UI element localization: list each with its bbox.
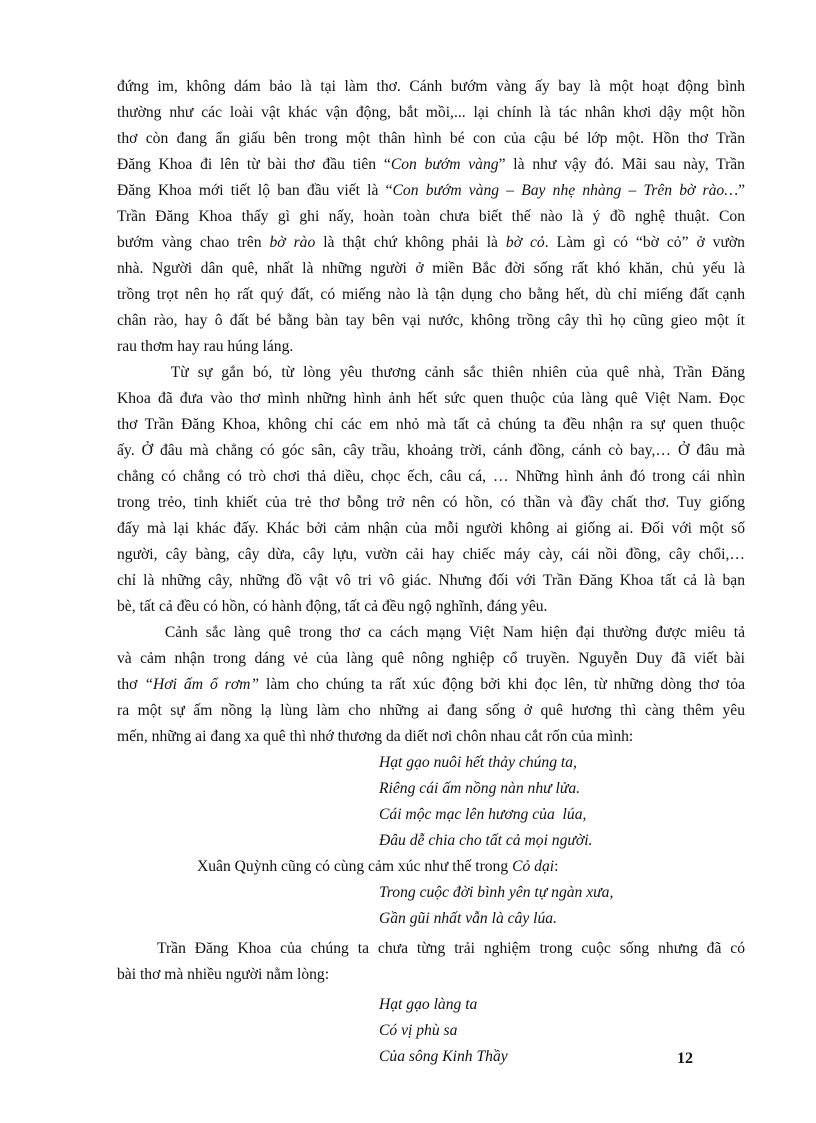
text-line: thơ “Hơi ấm ổ rơm” làm cho chúng ta rất xúc động bởi khi đọc lên, từ những dòng thơ tỏa [117, 676, 745, 693]
text-line: Từ sự gắn bó, từ lòng yêu thương cảnh sắc thiên nhiên của quê nhà, Trần Đăng [117, 364, 745, 381]
text-line: Cảnh sắc làng quê trong thơ ca cách mạng Việt Nam hiện đại thường được miêu tả [117, 624, 745, 641]
text-line: trồng trọt nên họ rất quý đất, có miếng nào là tận dụng cho bằng hết, dù chỉ miếng đất cạnh [117, 286, 745, 303]
text-line: thơ còn đang ẩn giấu bên trong một thân hình bé con của cậu bé lớp một. Hồn thơ Trần [117, 130, 745, 147]
text-line: bướm vàng chao trên bờ rào là thật chứ không phải là bờ cỏ. Làm gì có “bờ cỏ” ở vườn [117, 234, 745, 251]
verse-line: Trong cuộc đời bình yên tự ngàn xưa, [379, 884, 614, 901]
text-line: Xuân Quỳnh cũng có cùng cảm xúc như thế trong Cỏ dại: [197, 858, 559, 875]
poem-title: Con bướm vàng [390, 156, 499, 173]
text-line: chân rào, hay ô đất bé bằng bàn tay bên vại nước, không trồng cây thì họ cũng gieo một ít [117, 312, 745, 329]
text-line: bài thơ mà nhiều người nằm lòng: [117, 966, 330, 983]
text-line: trong trẻo, tinh khiết của trẻ thơ bỗng trở nên có hồn, có thần và đầy chất thơ. Tuy giống [117, 494, 745, 511]
text-line: ấy. Ở đâu mà chẳng có góc sân, cây trầu, khoảng trời, cánh đồng, cánh cò bay,… Ở đâu mà [117, 442, 745, 459]
text-line: mến, những ai đang xa quê thì nhớ thương da diết nơi chôn nhau cắt rốn của mình: [117, 728, 634, 745]
quoted-verse: Con bướm vàng – Bay nhẹ nhàng – Trên bờ rào… [392, 182, 739, 199]
verse-line: Cái mộc mạc lên hương của lúa, [379, 806, 587, 823]
text-line: Trần Đăng Khoa thấy gì ghi nấy, hoàn toàn chưa biết thế nào là ý đồ nghệ thuật. Con [117, 208, 745, 225]
verse-line: Đâu dễ chia cho tất cả mọi người. [379, 832, 593, 849]
verse-line: Của sông Kinh Thầy [379, 1048, 508, 1065]
text-line: Đăng Khoa đi lên từ bài thơ đầu tiên “Con bướm vàng” là như vậy đó. Mãi sau này, Trần [117, 156, 745, 173]
verse-line: Hạt gạo làng ta [379, 996, 478, 1013]
verse-line: Hạt gạo nuôi hết thảy chúng ta, [379, 754, 577, 771]
verse-line: Có vị phù sa [379, 1022, 458, 1039]
text-line: chẳng có chẳng có trò chơi thả diều, chọc ếch, câu cá, … Những hình ảnh đó trong cái nhìn [117, 468, 745, 485]
text-line: Đăng Khoa mới tiết lộ ban đầu viết là “Con bướm vàng – Bay nhẹ nhàng – Trên bờ rào…” [117, 182, 745, 199]
verse-line: Gần gũi nhất vẫn là cây lúa. [379, 910, 558, 927]
text-line: Khoa đã đưa vào thơ mình những hình ảnh hết sức quen thuộc của làng quê Việt Nam. Đọc [117, 390, 745, 407]
text-line: nhà. Người dân quê, nhất là những người ở miền Bắc đời sống rất khó khăn, chủ yếu là [117, 260, 745, 277]
poem-title: “Hơi ấm ổ rơm” [144, 676, 260, 693]
text-line: ra một sự ấm nồng lạ lùng làm cho những ai đang sống ở quê hương thì càng thêm yêu [117, 702, 745, 719]
page-number: 12 [677, 1050, 693, 1067]
text-line: và cảm nhận trong dáng vẻ của làng quê nông nghiệp cổ truyền. Nguyễn Duy đã viết bài [117, 650, 745, 667]
text-line: đứng im, không dám bảo là tại làm thơ. Cánh bướm vàng ấy bay là một hoạt động bình [117, 78, 745, 95]
poem-title: Cỏ dại [512, 858, 555, 875]
text-line: đấy mà lại khác đấy. Khác bởi cảm nhận của mỗi người không ai giống ai. Đối với một số [117, 520, 745, 537]
text-line: rau thơm hay rau húng láng. [117, 338, 294, 355]
text-line: Trần Đăng Khoa của chúng ta chưa từng trải nghiệm trong cuộc sống nhưng đã có [157, 940, 745, 957]
text-line: chỉ là những cây, những đồ vật vô tri vô giác. Nhưng đối với Trần Đăng Khoa tất cả là bạn [117, 572, 745, 589]
text-line: người, cây bàng, cây dừa, cây lựu, vườn cải hay chiếc máy cày, cái nồi đồng, cây chổi,… [117, 546, 745, 563]
text-line: bè, tất cả đều có hồn, có hành động, tất cả đều ngộ nghĩnh, đáng yêu. [117, 598, 548, 615]
text-line: thường như các loài vật khác vận động, bắt mồi,... lại chính là tác nhân khơi dậy một hồn [117, 104, 745, 121]
text-line: thơ Trần Đăng Khoa, không chỉ các em nhỏ mà tất cả chúng ta đều nhận ra sự quen thuộc [117, 416, 745, 433]
verse-line: Riêng cái ấm nồng nàn như lửa. [379, 780, 581, 797]
